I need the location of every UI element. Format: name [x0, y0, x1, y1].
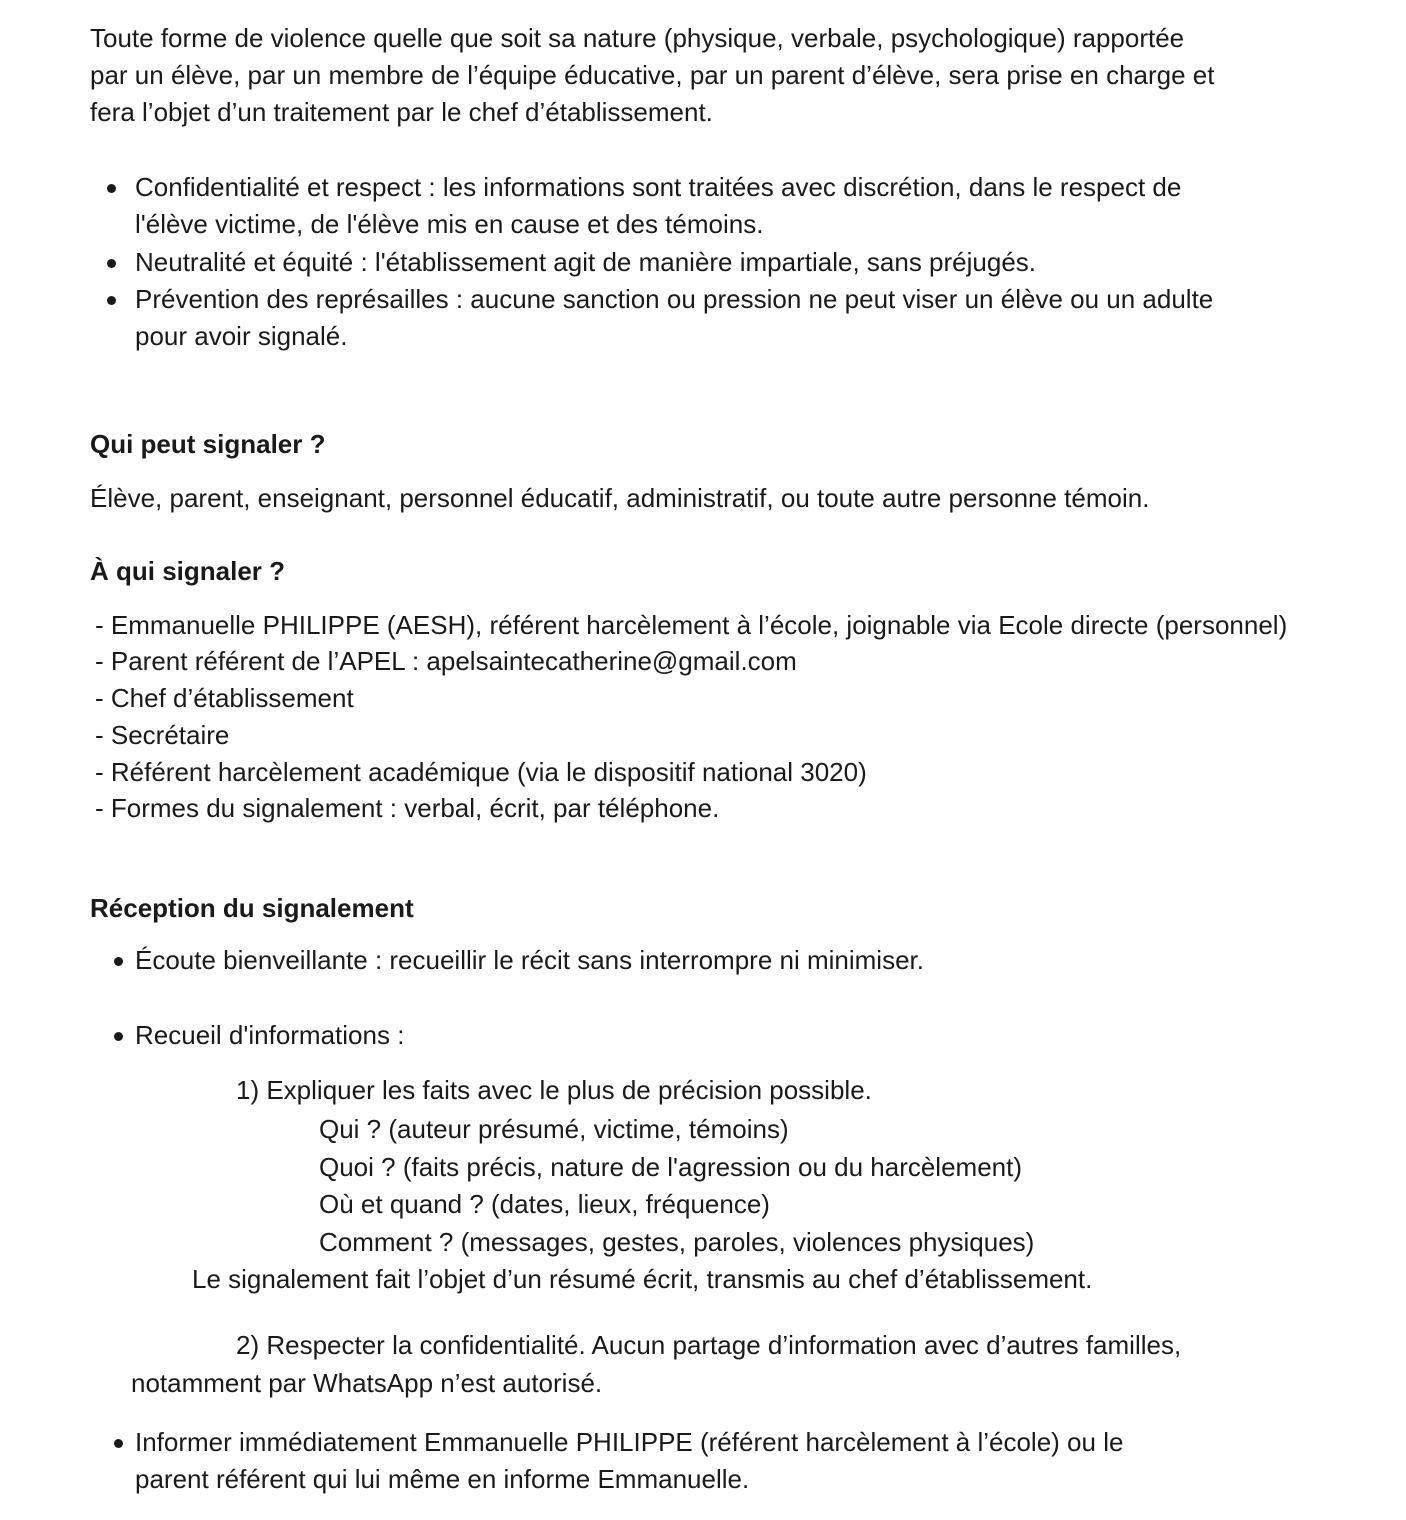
list-item: Prévention des représailles : aucune sanction ou pression ne peut viser un élève ou un adulte [135, 284, 1214, 314]
contact-item: - Secrétaire [95, 720, 230, 750]
who-can-report-text: Élève, parent, enseignant, personnel éducatif, administratif, ou toute autre personne témoin. [90, 483, 1150, 513]
step-one: 1) Expliquer les faits avec le plus de précision possible. [236, 1075, 872, 1105]
question-item: Où et quand ? (dates, lieux, fréquence) [319, 1189, 770, 1219]
bullet-icon [114, 957, 123, 966]
list-item: Neutralité et équité : l'établissement agit de manière impartiale, sans préjugés. [135, 247, 1036, 277]
bullet-icon [107, 259, 116, 268]
list-item: parent référent qui lui même en informe Emmanuelle. [135, 1464, 750, 1494]
list-item: Informer immédiatement Emmanuelle PHILIPPE (référent harcèlement à l’école) ou le [135, 1427, 1124, 1457]
step-two: 2) Respecter la confidentialité. Aucun partage d’information avec d’autres familles, [236, 1330, 1182, 1360]
summary-note: Le signalement fait l’objet d’un résumé écrit, transmis au chef d’établissement. [192, 1264, 1093, 1294]
question-item: Comment ? (messages, gestes, paroles, violences physiques) [319, 1227, 1035, 1257]
contact-item: - Parent référent de l’APEL : apelsaintecatherine@gmail.com [95, 646, 797, 676]
question-item: Qui ? (auteur présumé, victime, témoins) [319, 1114, 789, 1144]
list-item: l'élève victime, de l'élève mis en cause et des témoins. [135, 209, 764, 239]
section-heading: Qui peut signaler ? [90, 429, 326, 459]
contact-item: - Emmanuelle PHILIPPE (AESH), référent harcèlement à l’école, joignable via Ecole directe (personnel) [95, 610, 1288, 640]
intro-line: Toute forme de violence quelle que soit sa nature (physique, verbale, psychologique) rapportée [90, 23, 1185, 53]
bullet-icon [107, 184, 116, 193]
section-heading: Réception du signalement [90, 893, 414, 923]
bullet-icon [107, 296, 116, 305]
intro-line: par un élève, par un membre de l’équipe éducative, par un parent d’élève, sera prise en charge et [90, 60, 1215, 90]
bullet-icon [114, 1032, 123, 1041]
list-item: Confidentialité et respect : les informations sont traitées avec discrétion, dans le respect de [135, 172, 1182, 202]
question-item: Quoi ? (faits précis, nature de l'agression ou du harcèlement) [319, 1152, 1023, 1182]
list-item: pour avoir signalé. [135, 321, 348, 351]
contact-item: - Référent harcèlement académique (via le dispositif national 3020) [95, 757, 867, 787]
list-item: Recueil d'informations : [135, 1020, 405, 1050]
step-two: notamment par WhatsApp n’est autorisé. [131, 1368, 603, 1398]
contact-item: - Chef d’établissement [95, 683, 354, 713]
section-heading: À qui signaler ? [90, 556, 286, 586]
list-item: Écoute bienveillante : recueillir le récit sans interrompre ni minimiser. [135, 945, 924, 975]
intro-line: fera l’objet d’un traitement par le chef d’établissement. [90, 97, 713, 127]
contact-item: - Formes du signalement : verbal, écrit, par téléphone. [95, 793, 720, 823]
bullet-icon [114, 1439, 123, 1448]
